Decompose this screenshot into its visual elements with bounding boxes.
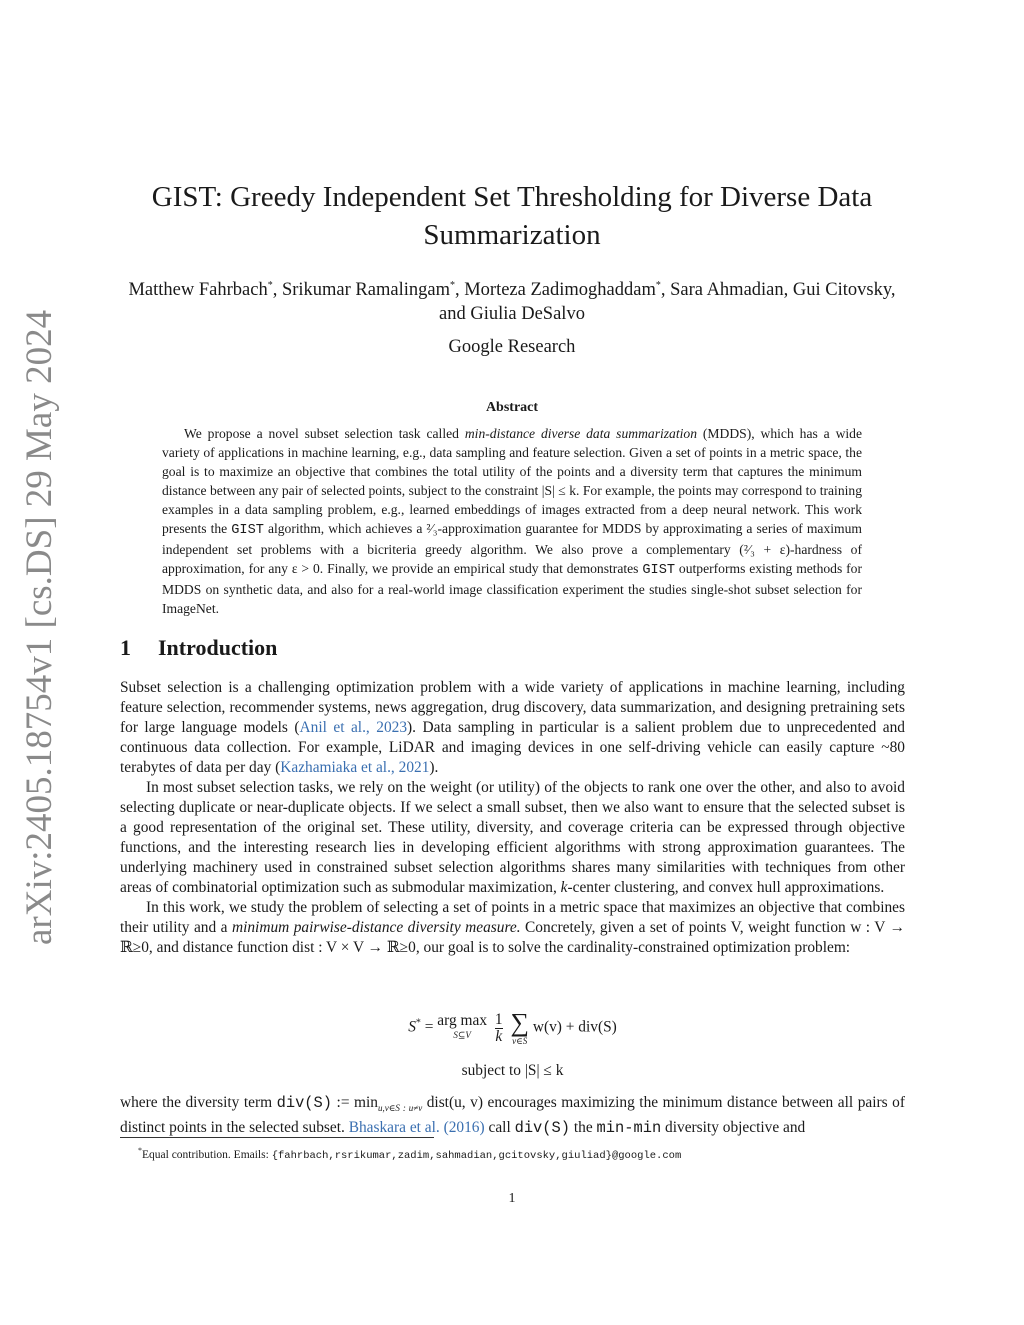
- text: dist(u, v) encourages maximizing the minimum distance between all pairs of distinct points in the selected subset.: [120, 1094, 905, 1137]
- citation-year: 2021: [398, 759, 430, 776]
- post-equation-text: [120, 1093, 905, 1138]
- footnote-emails: {fahrbach,rsrikumar,zadim,sahmadian,gcitovsky,giuliad}@google.com: [271, 1149, 682, 1162]
- algorithm-name: GIST: [642, 563, 676, 578]
- arxiv-margin-stamp: [18, 309, 78, 945]
- author: Giulia DeSalvo: [470, 304, 585, 325]
- paragraph: [120, 898, 905, 958]
- author-list: Matthew Fahrbach*, Srikumar Ramalingam*, Morteza Zadimoghaddam*, Sara Ahmadian, Gui Citovsky, and Giulia DeSalvo: [128, 280, 896, 325]
- citation-link[interactable]: Anil et al., 2023: [299, 719, 408, 736]
- citation-link[interactable]: Bhaskara et al. (2016): [348, 1119, 485, 1137]
- author: Srikumar Ramalingam: [281, 280, 450, 301]
- math-var: k: [560, 879, 568, 896]
- section-heading: [120, 635, 904, 661]
- code-term: div(S): [514, 1119, 570, 1138]
- abstract-text: (MDDS), which has a wide variety of applications in machine learning, e.g., data sampling and feature selection. Given a set of points in a metric space, the goal is to maximize an objective that combines the total utility of the points and a diversity term that captures the minimum distance between any pair of selected points, subject to the constraint |S| ≤ k. For example, the points may correspond to training examples in a data sampling problem, e.g., learned embeddings of images extracted from a deep neural network. This work presents the: [162, 426, 863, 536]
- text: Subset selection is a challenging optimization problem with a wide variety of applications in machine learning, including feature selection, recommender systems, news aggregation, drug discovery, data summarization, and designing pretraining sets for large language models (: [120, 679, 905, 736]
- frac-denominator: k: [495, 1027, 503, 1045]
- section-title: Introduction: [158, 635, 278, 660]
- eq-rhs: w(v) + div(S): [532, 1018, 617, 1036]
- abstract-text: algorithm, which achieves a ²⁄₃-approximation guarantee for MDDS by approximating a series of maximum independent set problems with a bicriteria greedy algorithm. We also prove a complementary (²⁄₃ + ε)-hardness of approximation, for any ε > 0. Finally, we provide an empirical study that demonstrates: [162, 521, 862, 576]
- frac-numerator: 1: [494, 1010, 503, 1028]
- author-mark: *: [267, 280, 273, 291]
- text: ). Data sampling in particular is a salient problem due to unprecedented and continuous data collection. For example, LiDAR and imaging devices in one self-driving vehicle can easily capture ~80 terabytes of data per day (: [120, 719, 905, 776]
- display-equation: S* = arg max S⊆V $\frac{1}{k}$ ∑ v∈S w(v) + div(S) subject to |S| ≤ k: [120, 1010, 905, 1080]
- text: the: [573, 1119, 593, 1137]
- abstract-heading: Abstract: [485, 400, 539, 415]
- citation-author: Kazhamiaka et al.: [280, 759, 391, 776]
- code-term: min-min: [596, 1119, 662, 1138]
- author: Morteza Zadimoghaddam: [464, 280, 656, 301]
- min-subscript: u,v∈S : u≠v: [377, 1103, 423, 1114]
- abstract-emphasis: min-distance diverse data summarization: [464, 426, 697, 441]
- citation-year: 2023: [376, 719, 408, 736]
- citation-author: Bhaskara et al.: [348, 1119, 440, 1137]
- text: ).: [429, 759, 439, 776]
- intro-body: [120, 678, 905, 958]
- text: In most subset selection tasks, we rely on the weight (or utility) of the objects to rank one over the other, and also to avoid selecting duplicate or near-duplicate objects. If we select a small subset, then we also want to ensure that the selected subset is a good representation of the original set. These utility, diversity, and coverage criteria can be expressed through objective functions, and the interesting research lies in developing efficient algorithms with strong approximation guarantees. The underlying machinery used in constrained subset selection algorithms shares many similarities with techniques from other areas of combinatorial optimization such as submodular maximization,: [120, 779, 905, 896]
- page-number: 1: [508, 1191, 516, 1206]
- arxiv-id: arXiv:2405.18754v1 [cs.DS] 29 May 2024: [19, 309, 60, 945]
- author-mark: *: [449, 280, 455, 291]
- sum-subscript: v∈S: [512, 1036, 528, 1046]
- author-mark: *: [655, 280, 661, 291]
- footnote-mark: *: [138, 1146, 142, 1155]
- author: Matthew Fahrbach: [128, 280, 268, 301]
- text: In this work, we study the problem of selecting a set of points in a metric space that maximizes an objective that combines their utility and a: [120, 899, 905, 936]
- affiliation: Google Research: [448, 337, 576, 357]
- text: call: [488, 1119, 511, 1137]
- text: where the diversity term: [120, 1094, 273, 1111]
- citation-link[interactable]: Kazhamiaka et al., 2021: [280, 759, 430, 776]
- abstract-text: We propose a novel subset selection task called: [184, 426, 459, 441]
- footnote-rule: [120, 1137, 434, 1138]
- abstract-body: [162, 424, 862, 618]
- author: Sara Ahmadian: [670, 280, 784, 301]
- author: Gui Citovsky: [792, 280, 891, 301]
- argmax-subscript: S⊆V: [453, 1030, 471, 1040]
- text: diversity objective and: [665, 1119, 806, 1137]
- footnote-text: Equal contribution. Emails:: [142, 1148, 269, 1161]
- section-number: 1: [120, 635, 131, 660]
- text: -center clustering, and convex hull approximations.: [567, 879, 885, 896]
- text: := min: [336, 1094, 378, 1111]
- footnote: [138, 1143, 908, 1164]
- emphasis: minimum pairwise-distance diversity measure.: [231, 919, 521, 936]
- paragraph: [120, 678, 905, 778]
- paper-title: GIST: Greedy Independent Set Thresholding for Diverse Data Summarization: [151, 181, 873, 251]
- code-term: div(S): [276, 1094, 333, 1112]
- abstract-text: outperforms existing methods for MDDS on synthetic data, and also for a real-world image classification experiment the studies single-shot subset selection for ImageNet.: [162, 561, 863, 616]
- algorithm-name: GIST: [231, 523, 264, 538]
- citation-year: 2016: [448, 1119, 480, 1137]
- eq-constraint: subject to |S| ≤ k: [461, 1062, 564, 1079]
- text: Concretely, given a set of points V, weight function w : V → ℝ≥0, and distance function dist : V × V → ℝ≥0, our goal is to solve the cardinality-constrained optimization problem:: [120, 919, 905, 956]
- paragraph: [120, 778, 905, 898]
- citation-author: Anil et al.: [299, 719, 366, 736]
